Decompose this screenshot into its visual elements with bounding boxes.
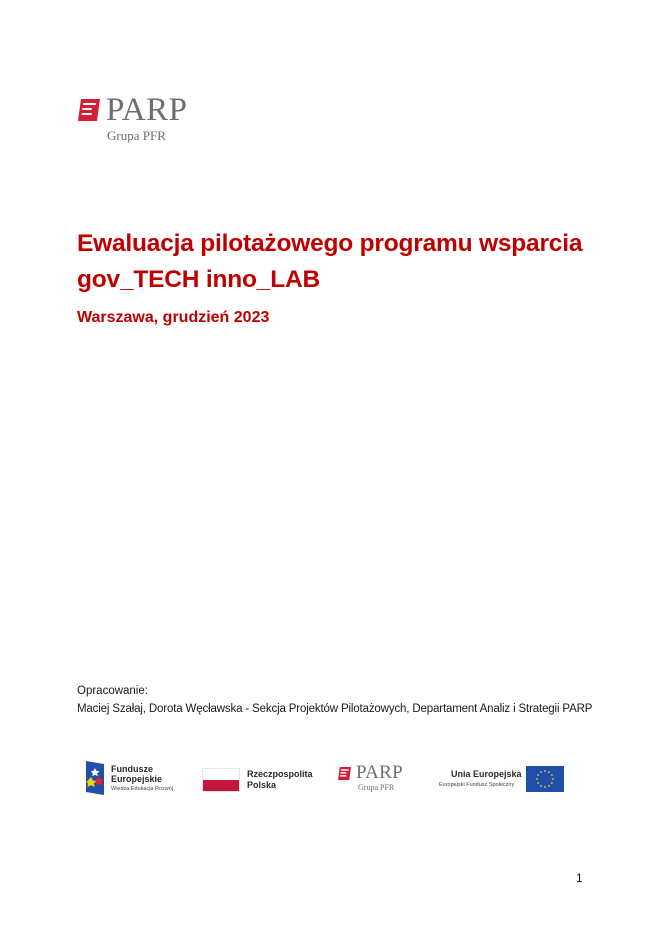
parp-logo-mark-icon: [78, 99, 100, 121]
parp-footer-wordmark: PARP: [356, 762, 403, 783]
parp-footer-logo-mark-icon: [338, 767, 351, 780]
fundusze-europejskie-tagline: Wiedza Edukacja Rozwój: [111, 786, 174, 792]
document-title-line-1: Ewaluacja pilotażowego programu wsparcia: [77, 230, 583, 257]
document-title-line-2: gov_TECH inno_LAB: [77, 266, 320, 293]
document-place-date: Warszawa, grudzień 2023: [77, 309, 270, 326]
parp-logo-subtitle: Grupa PFR: [107, 128, 166, 143]
eu-flag-icon: [526, 766, 564, 792]
parp-footer-subtitle: Grupa PFR: [358, 783, 395, 792]
credits-authors: Maciej Szałaj, Dorota Węcławska - Sekcja Projektów Pilotażowych, Departament Analiz i Strategii PARP: [77, 703, 593, 715]
rzeczpospolita-polska-name: Rzeczpospolita Polska: [247, 769, 313, 790]
document-title: [77, 226, 637, 298]
parp-logo-wordmark: PARP: [106, 92, 188, 128]
eu-name: Unia Europejska: [451, 769, 522, 779]
fundusze-europejskie-name: Fundusze Europejskie: [111, 764, 163, 784]
fundusze-europejskie-logo-icon: [83, 761, 107, 795]
credits-label: Opracowanie:: [77, 685, 148, 697]
eu-fund-name: Europejski Fundusz Społeczny: [439, 782, 515, 788]
polish-flag-icon: [202, 768, 240, 792]
page-number: 1: [576, 871, 583, 885]
